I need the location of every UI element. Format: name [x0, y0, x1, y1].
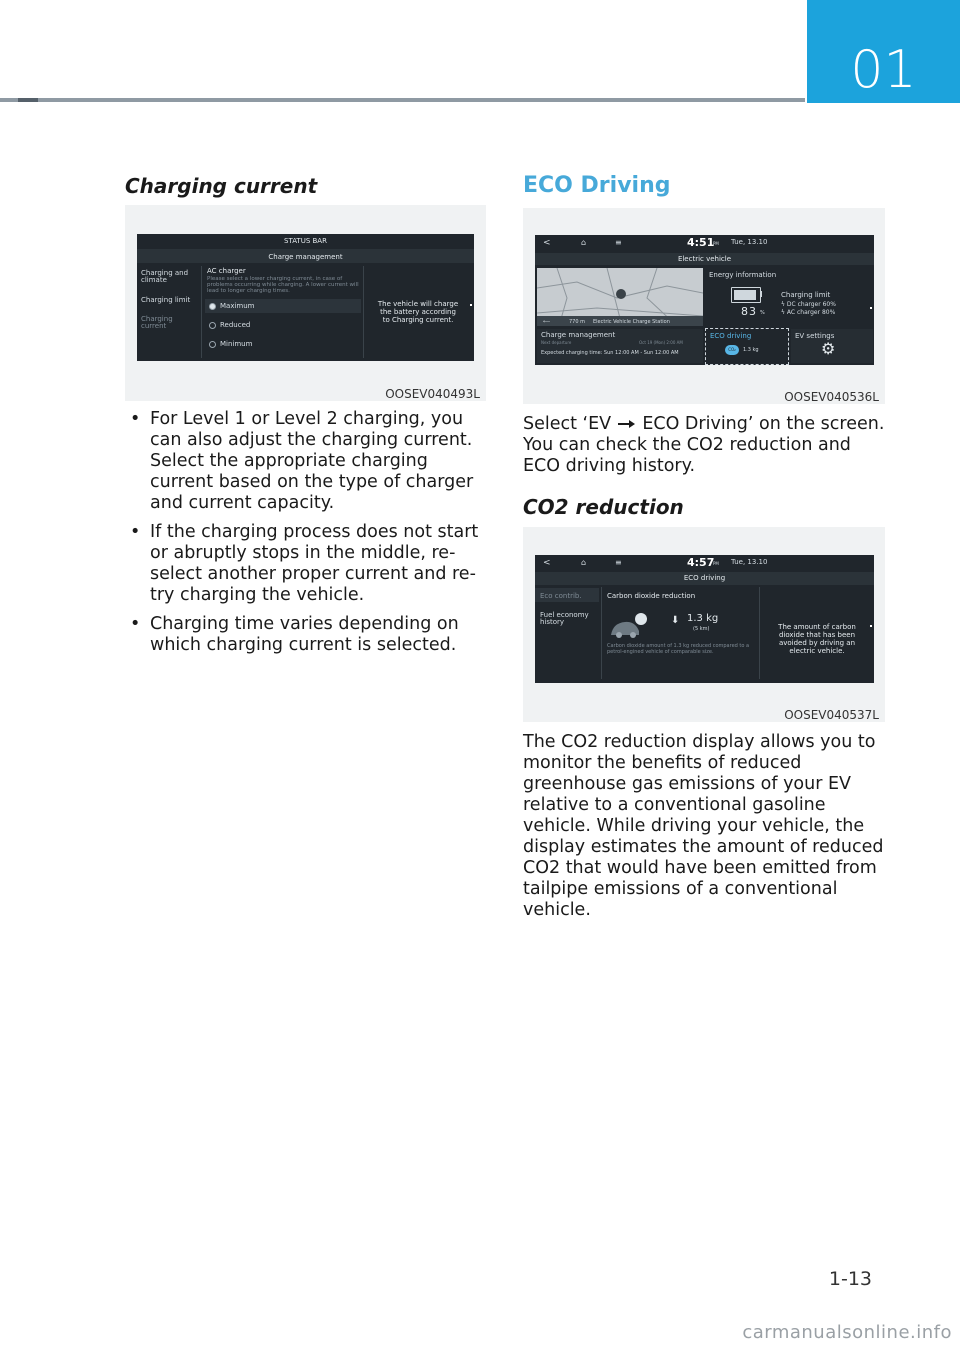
header-rule [0, 98, 805, 102]
ev-title: Electric vehicle [677, 255, 732, 263]
radio-selected-icon [209, 303, 216, 310]
figure-code: OOSEV040536L [784, 390, 879, 404]
date: Tue, 13.10 [731, 558, 768, 566]
eco-driving-figure [523, 208, 885, 404]
status-bar-label: STATUS BAR [284, 237, 327, 245]
home-icon[interactable]: ⌂ [581, 558, 587, 567]
electric-vehicle-screen [535, 235, 874, 365]
bullet-item [130, 409, 485, 514]
ac-charger-description: Please select a lower charging current, in case of problems occurring while charging. A lower current will lead to longer charging times. [207, 276, 359, 294]
intro-before: Select ‘EV [523, 414, 612, 434]
next-departure-label: Next departure [541, 340, 572, 345]
co2-note: The amount of carbon dioxide that has been avoided by driving an electric vehicle. [778, 623, 856, 655]
next-departure-value: Oct 19 (Mon) 2:00 AM [639, 340, 683, 345]
option-maximum[interactable] [209, 302, 255, 310]
plug-icon: ϟ [781, 309, 787, 316]
charge-management-screen [137, 234, 474, 361]
charging-current-figure [125, 205, 486, 401]
bullet-dot: • [130, 409, 141, 429]
co2-figure [523, 527, 885, 722]
battery-fill [734, 290, 756, 300]
gear-icon: ⚙ [821, 339, 836, 358]
co2-icon: CO₂ [725, 345, 739, 355]
clock: 4:57 [687, 556, 715, 569]
menu-divider [201, 266, 202, 358]
co2-reduction-heading: CO2 reduction [523, 495, 684, 519]
expected-charging-time: Expected charging time: Sun 12:00 AM - Sun 12:00 AM [541, 350, 679, 356]
battery-icon [731, 287, 761, 303]
co2-section-label: Carbon dioxide reduction [607, 592, 696, 600]
car-co2-icon [609, 613, 649, 639]
battery-percent: 83 [741, 305, 757, 318]
option-maximum-label: Maximum [220, 302, 255, 310]
header-rule-accent [18, 98, 38, 102]
clock-ampm: PM [713, 241, 719, 246]
bullet-dot: • [130, 614, 141, 634]
charge-management-label: Charge management [541, 331, 616, 339]
energy-info-label: Energy information [709, 271, 777, 279]
chapter-tab: 01 [807, 0, 960, 103]
bullet-text: For Level 1 or Level 2 charging, you can also adjust the charging current. Select the appropriate charging current based on the type of charger and current capacity. [150, 409, 474, 513]
menu-icon[interactable]: ≡ [615, 558, 622, 567]
figure-code: OOSEV040493L [385, 387, 480, 401]
option-minimum-label: Minimum [220, 340, 253, 348]
clock-ampm: PM [713, 561, 719, 566]
figure-code: OOSEV040537L [784, 708, 879, 722]
menu-icon[interactable]: ≡ [615, 238, 622, 247]
eco-title: ECO driving [683, 574, 726, 582]
radio-icon [209, 341, 216, 348]
nav-distance: 770 m [569, 319, 586, 325]
bullet-item [130, 614, 485, 656]
clock: 4:51 [687, 236, 715, 249]
bolt-icon: ϟ [781, 301, 787, 308]
battery-percent-sign: % [760, 310, 765, 316]
radio-icon [209, 322, 216, 329]
charging-current-note: The vehicle will charge the battery according to Charging current. [377, 300, 459, 324]
menu-charging-current[interactable]: Charging current [141, 315, 173, 330]
arrow-right-icon [617, 419, 637, 429]
bullet-dot: • [130, 522, 141, 542]
scroll-indicator [470, 304, 472, 306]
dc-charger-text: DC charger 60% [786, 301, 836, 308]
bullet-item [130, 522, 485, 606]
option-reduced-label: Reduced [220, 321, 251, 329]
eco-intro [523, 414, 891, 477]
note-divider [363, 266, 364, 358]
menu-divider [601, 587, 602, 679]
battery-tip [760, 291, 762, 297]
note-divider [759, 587, 760, 679]
dc-charger [781, 301, 836, 308]
option-minimum[interactable] [209, 340, 252, 348]
intro-after: ECO Driving’ on the screen. You can check the CO2 reduction and ECO driving history. [523, 414, 885, 476]
scroll-indicator [870, 307, 872, 309]
bullet-text: Charging time varies depending on which charging current is selected. [150, 614, 459, 655]
back-icon[interactable]: < [543, 558, 551, 568]
co2-value: 1.3 kg [743, 347, 759, 353]
nav-station: Electric Vehicle Charge Station [593, 319, 670, 325]
menu-charging-limit[interactable]: Charging limit [141, 296, 191, 304]
nav-arrow-icon: ⟵ [543, 319, 551, 325]
ac-charger-text: AC charger 80% [786, 309, 836, 316]
ac-charger-label: AC charger [207, 267, 246, 275]
menu-charging-climate[interactable]: Charging and climate [141, 269, 189, 284]
scroll-indicator [870, 625, 872, 627]
watermark: carmanualsonline.info [742, 1322, 952, 1343]
eco-driving-heading: ECO Driving [523, 173, 671, 198]
option-reduced[interactable] [209, 321, 250, 329]
co2-distance: (5 km) [693, 626, 710, 632]
date: Tue, 13.10 [731, 238, 768, 246]
map-view[interactable] [537, 268, 703, 326]
ev-settings-label: EV settings [795, 332, 835, 340]
eco-driving-screen [535, 555, 874, 683]
co2-footnote: Carbon dioxide amount of 1.3 kg reduced compared to a petrol-engined vehicle of comparable size. [607, 643, 750, 655]
co2-body: The CO2 reduction display allows you to monitor the benefits of reduced greenhouse gas emissions of your EV relative to a conventional gasoline vehicle. While driving your vehicle, the display estimates the amount of reduced CO2 that would have been emitted from tailpipe emissions of a conventional vehicle. [523, 732, 884, 920]
page-number: 1-13 [828, 1268, 872, 1290]
back-icon[interactable]: < [543, 238, 551, 248]
menu-eco-contrib[interactable]: Eco contrib. [540, 592, 582, 600]
screen-title: Charge management [268, 253, 343, 261]
bullet-text: If the charging process does not start or abruptly stops in the middle, re-select another proper current and re-try charging the vehicle. [150, 522, 479, 605]
ac-charger [781, 309, 835, 316]
eco-driving-label: ECO driving [710, 332, 752, 340]
down-arrow-icon: ⬇ [671, 615, 680, 626]
home-icon[interactable]: ⌂ [581, 238, 587, 247]
menu-fuel-economy[interactable]: Fuel economy history [540, 611, 589, 626]
charging-current-heading: Charging current [125, 174, 318, 198]
charging-current-bullets [130, 409, 485, 664]
co2-amount: 1.3 kg [687, 613, 719, 624]
charging-limit-label: Charging limit [781, 291, 831, 299]
